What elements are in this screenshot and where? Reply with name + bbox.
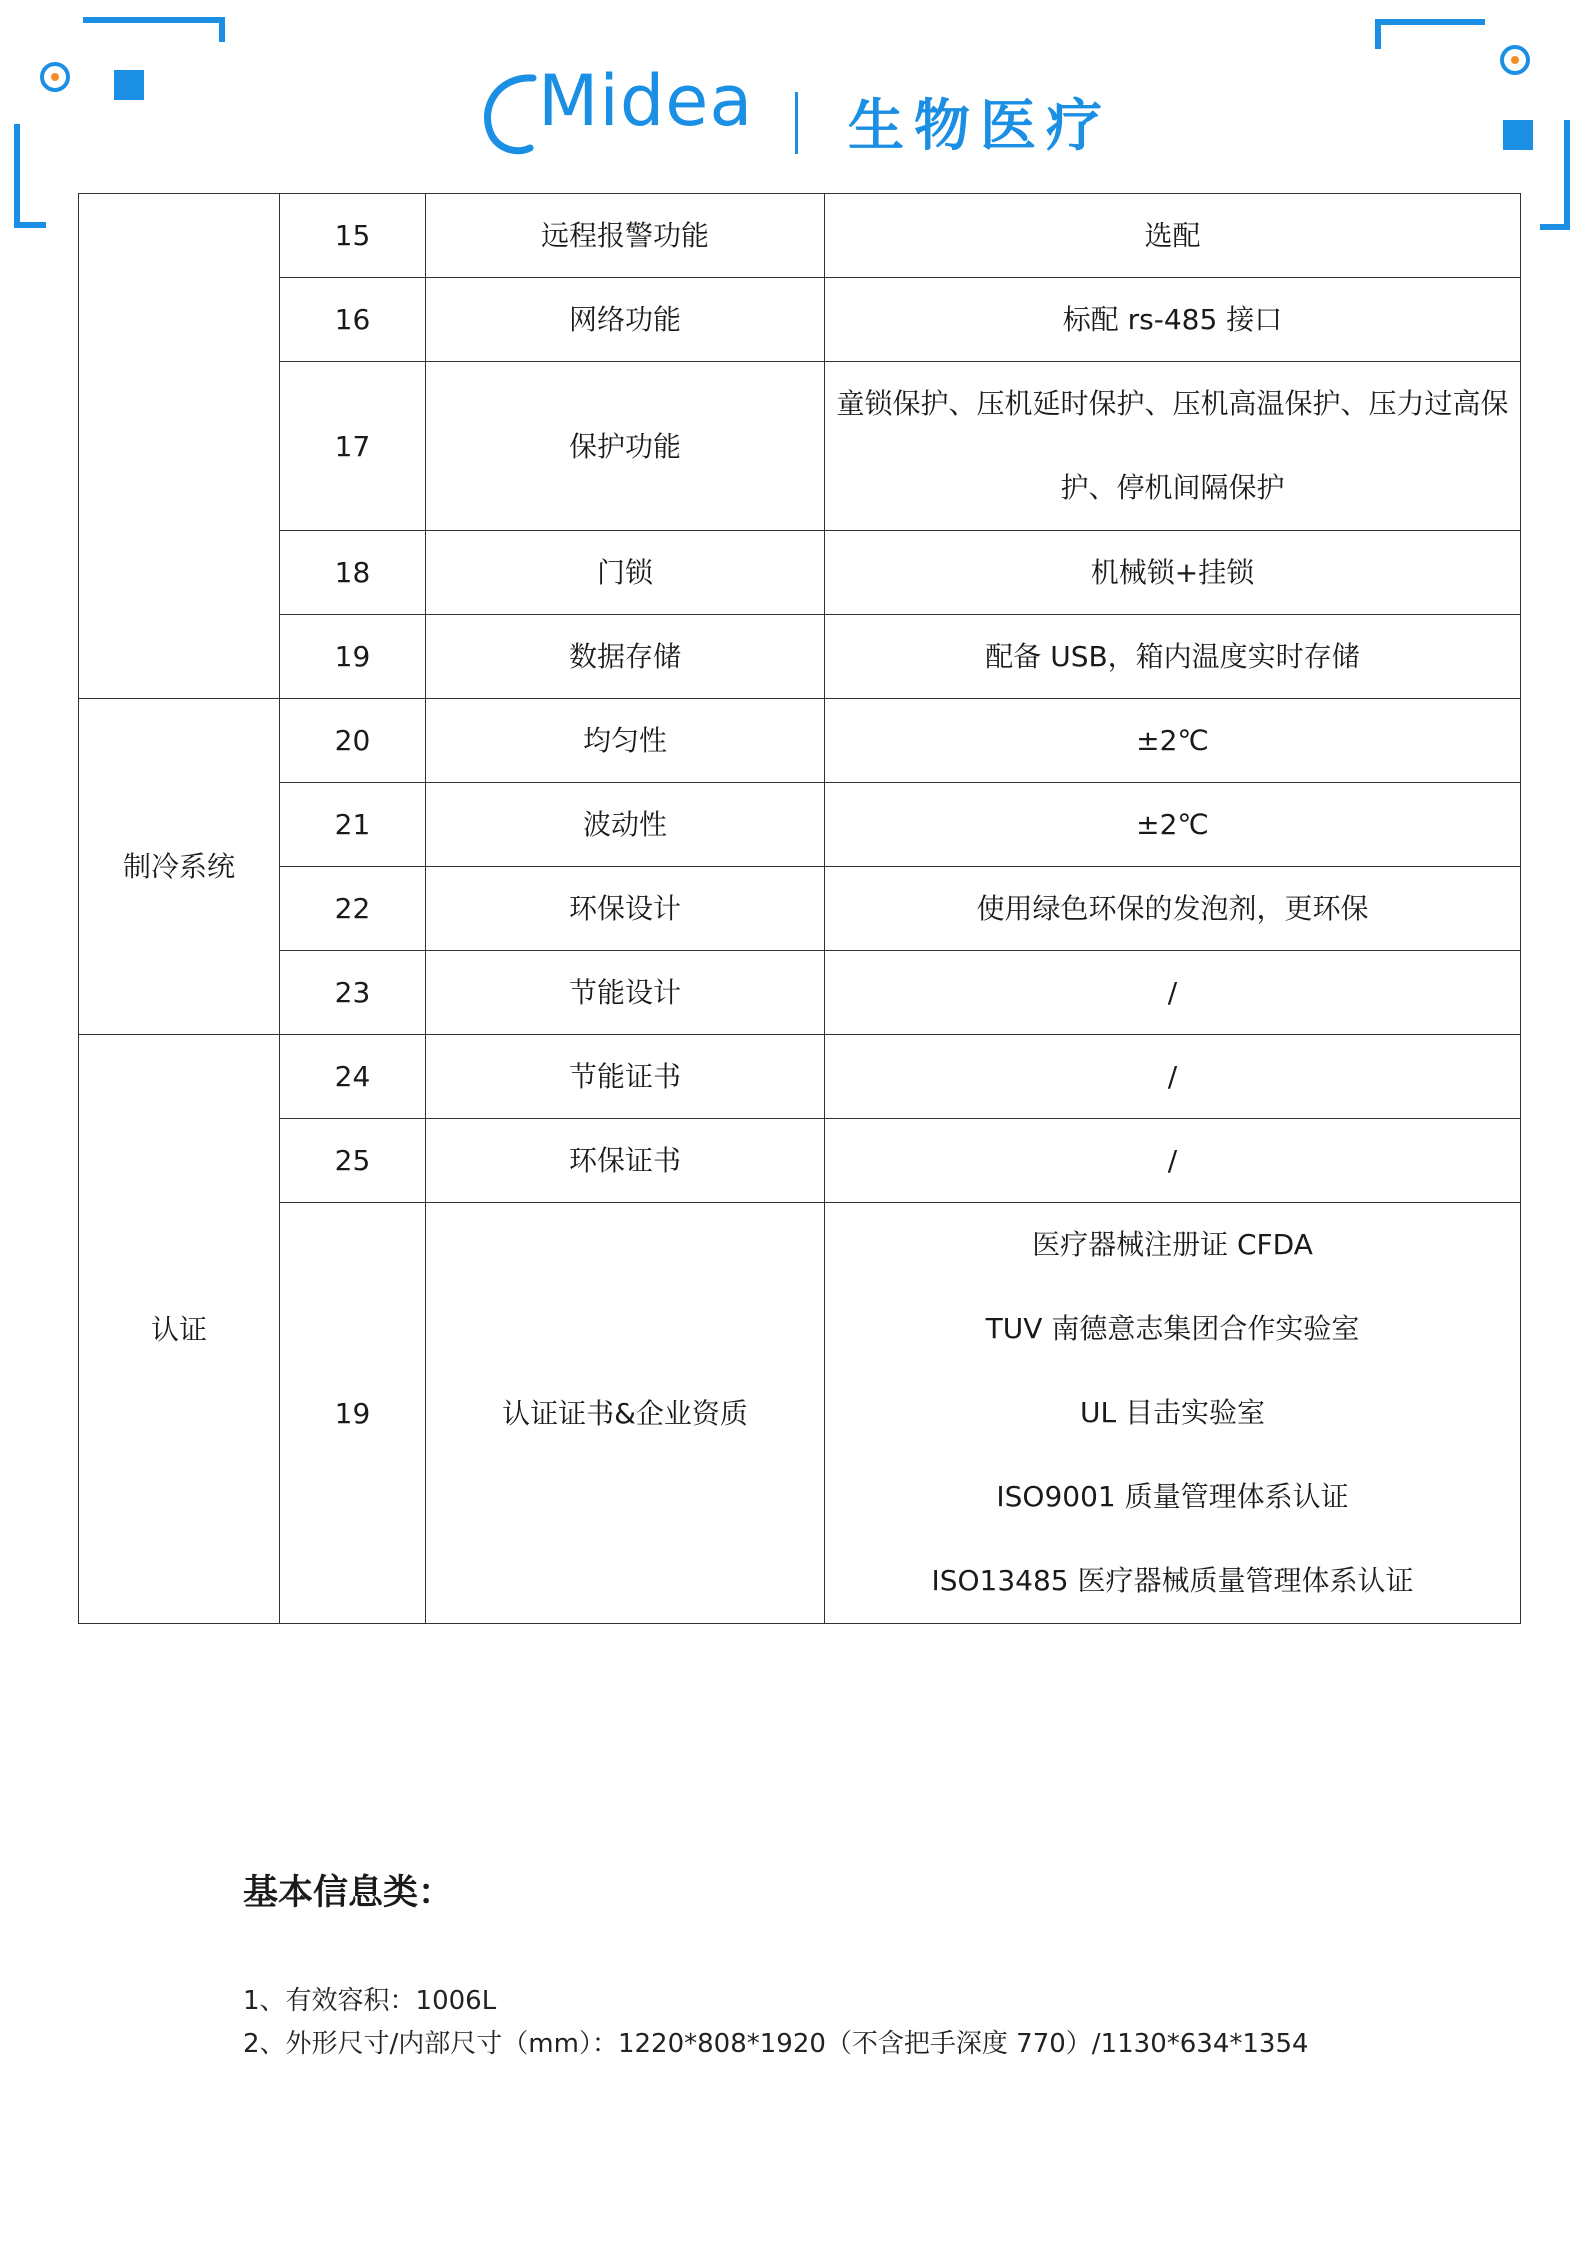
item-value-cell [825, 699, 1521, 783]
decor-ring-right [1500, 45, 1530, 75]
item-number-cell: 24 [280, 1035, 426, 1119]
item-name-cell: 保护功能 [426, 362, 825, 531]
value-line: 标配 rs-485 接口 [1062, 303, 1283, 336]
item-value-cell [825, 867, 1521, 951]
decor-square-left [114, 70, 144, 100]
item-name-cell: 认证证书&企业资质 [426, 1203, 825, 1624]
value-line: ISO13485 医疗器械质量管理体系认证 [931, 1564, 1414, 1597]
value-line: / [1167, 1060, 1178, 1093]
spec-table [78, 193, 1521, 1624]
item-number-cell: 19 [280, 1203, 426, 1624]
category-cell [79, 194, 280, 699]
category-cell: 制冷系统 [79, 699, 280, 1035]
value-line: 机械锁+挂锁 [1090, 556, 1255, 589]
item-name-cell: 环保证书 [426, 1119, 825, 1203]
item-number-cell: 18 [280, 531, 426, 615]
brand-logo [478, 58, 1118, 158]
item-value-cell [825, 1203, 1521, 1624]
category-cell: 认证 [79, 1035, 280, 1624]
value-line: 选配 [1144, 219, 1201, 252]
logo-chinese-name: 生物医疗 [848, 94, 1112, 159]
item-number-cell: 16 [280, 278, 426, 362]
item-number-cell: 20 [280, 699, 426, 783]
item-number-cell: 19 [280, 615, 426, 699]
value-line: ISO9001 质量管理体系认证 [996, 1480, 1349, 1513]
table-row [79, 362, 1521, 531]
item-value-cell [825, 1035, 1521, 1119]
value-line: / [1167, 976, 1178, 1009]
logo-wordmark: Midea [538, 60, 754, 142]
item-name-cell: 远程报警功能 [426, 194, 825, 278]
item-number-cell: 25 [280, 1119, 426, 1203]
item-number-cell: 17 [280, 362, 426, 531]
value-line: 配备 USB，箱内温度实时存储 [985, 640, 1360, 673]
item-value-cell [825, 1119, 1521, 1203]
item-value-cell [825, 362, 1521, 531]
value-line: UL 目击实验室 [1080, 1396, 1265, 1429]
item-value-cell [825, 615, 1521, 699]
item-number-cell: 21 [280, 783, 426, 867]
table-row [79, 615, 1521, 699]
decor-square-right [1503, 120, 1533, 150]
value-line: ±2℃ [1136, 724, 1209, 757]
item-name-cell: 门锁 [426, 531, 825, 615]
item-name-cell: 节能设计 [426, 951, 825, 1035]
item-name-cell: 节能证书 [426, 1035, 825, 1119]
item-name-cell: 环保设计 [426, 867, 825, 951]
corner-bracket-top-left [83, 17, 225, 23]
corner-bracket-left [14, 124, 20, 228]
table-row [79, 278, 1521, 362]
table-row [79, 699, 1521, 783]
corner-bracket-right [1564, 120, 1570, 230]
value-line: ±2℃ [1136, 808, 1209, 841]
item-value-cell [825, 278, 1521, 362]
table-row [79, 194, 1521, 278]
item-value-cell [825, 194, 1521, 278]
item-name-cell: 数据存储 [426, 615, 825, 699]
item-name-cell: 均匀性 [426, 699, 825, 783]
item-value-cell [825, 783, 1521, 867]
corner-bracket-right-foot [1540, 224, 1570, 230]
item-number-cell: 22 [280, 867, 426, 951]
item-number-cell: 23 [280, 951, 426, 1035]
corner-bracket-left-foot [14, 222, 46, 228]
corner-bracket-top-right-drop [1375, 19, 1381, 49]
corner-bracket-top-left-drop [219, 17, 225, 42]
value-line: TUV 南德意志集团合作实验室 [985, 1312, 1360, 1345]
table-row [79, 867, 1521, 951]
item-name-cell: 波动性 [426, 783, 825, 867]
item-value-cell [825, 531, 1521, 615]
value-line: 护、停机间隔保护 [1060, 471, 1285, 504]
item-number-cell: 15 [280, 194, 426, 278]
table-row [79, 951, 1521, 1035]
table-row [79, 1119, 1521, 1203]
table-row [79, 1035, 1521, 1119]
decor-ring-left [40, 62, 70, 92]
item-name-cell: 网络功能 [426, 278, 825, 362]
table-row [79, 783, 1521, 867]
basic-info-heading: 基本信息类： [243, 1873, 454, 1913]
item-value-cell [825, 951, 1521, 1035]
basic-info-line-2: 2、外形尺寸/内部尺寸（mm）：1220*808*1920（不含把手深度 770）/1130*634*1354 [243, 2029, 1309, 2059]
basic-info-line-1: 1、有效容积：1006L [243, 1986, 497, 2016]
value-line: 童锁保护、压机延时保护、压机高温保护、压力过高保 [836, 387, 1509, 420]
logo-separator [795, 92, 798, 154]
spec-table-body [79, 194, 1521, 1624]
table-row [79, 531, 1521, 615]
corner-bracket-top-right [1375, 19, 1485, 25]
value-line: / [1167, 1144, 1178, 1177]
value-line: 使用绿色环保的发泡剂，更环保 [976, 892, 1369, 925]
value-line: 医疗器械注册证 CFDA [1032, 1228, 1313, 1261]
table-row [79, 1203, 1521, 1624]
